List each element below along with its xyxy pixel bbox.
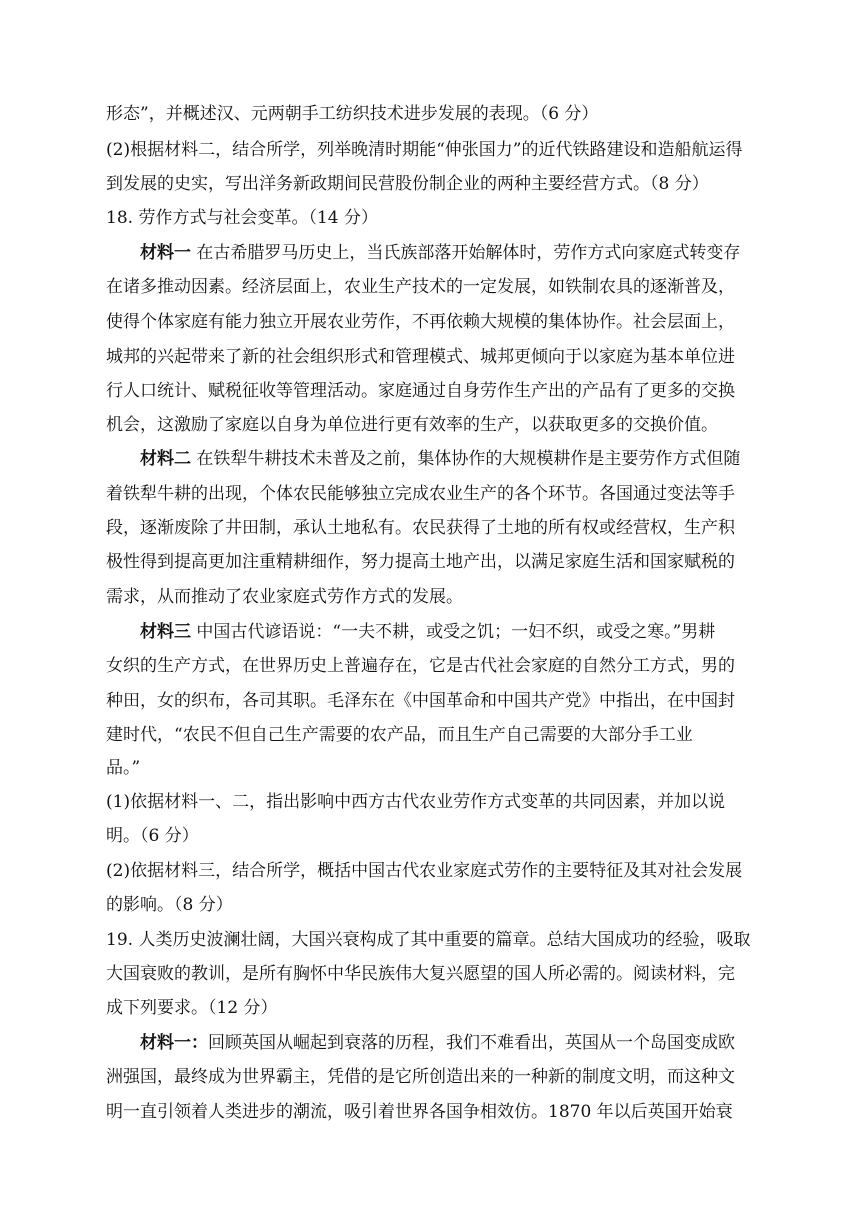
q19-intro-line-3: 成下列要求。（12 分） [106,998,278,1018]
q18-material3-line-3: 种田，女的织布，各司其职。毛泽东在《中国革命和中国共产党》中指出，在中国封 [106,691,735,711]
q18-material2-label: 材料二 [140,449,191,469]
q17-sub1-tail: 形态”，并概述汉、元两朝手工纺织技术进步发展的表现。（6 分） [106,104,599,124]
q18-material2-line-5: 需求，从而推动了农业家庭式劳作方式的发展。 [106,587,463,607]
q18-material3-line-2: 女织的生产方式，在世界历史上普遍存在，它是古代社会家庭的自然分工方式，男的 [106,656,735,676]
q17-sub2-line-1: (2)根据材料二，结合所学，列举晚清时期能“伸张国力”的近代铁路建设和造船航运得 [106,140,743,160]
q18-material1-line-4: 城邦的兴起带来了新的社会组织形式和管理模式、城邦更倾向于以家庭为基本单位进 [106,347,735,367]
q18-title: 18. 劳作方式与社会变革。（14 分） [106,208,378,228]
q19-intro-line-1: 19. 人类历史波澜壮阔，大国兴衰构成了其中重要的篇章。总结大国成功的经验，吸取 [106,930,751,950]
q17-sub2-line-2: 到发展的史实，写出洋务新政期间民营股份制企业的两种主要经营方式。（8 分） [106,174,709,194]
q18-material1-line-6: 机会，这激励了家庭以自身为单位进行更有效率的生产，以获取更多的交换价值。 [106,415,718,435]
q18-material1-line-5: 行人口统计、赋税征收等管理活动。家庭通过自身劳作生产出的产品有了更多的交换 [106,381,735,401]
q18-material2-line-4: 极性得到提高更加注重精耕细作，努力提高土地产出，以满足家庭生活和国家赋税的 [106,552,735,572]
q18-sub2-line-2: 的影响。（8 分） [106,895,233,915]
q18-material2-line-1: 材料二 在铁犁牛耕技术未普及之前，集体协作的大规模耕作是主要劳作方式但随 [140,449,741,469]
q19-material1-line-3: 明一直引领着人类进步的潮流，吸引着世界各国争相效仿。1870 年以后英国开始衰 [106,1102,733,1122]
q18-material3-line-4: 建时代，“农民不但自己生产需要的农产品，而且生产自己需要的大部分手工业 [106,725,693,745]
q18-material1-line-2: 在诸多推动因素。经济层面上，农业生产技术的一定发展，如铁制农具的逐渐普及， [106,277,735,297]
q19-material1-line-1: 材料一：回顾英国从崛起到衰落的历程，我们不难看出，英国从一个岛国变成欧 [140,1033,735,1053]
q19-intro-line-2: 大国衰败的教训，是所有胸怀中华民族伟大复兴愿望的国人所必需的。阅读材料，完 [106,964,735,984]
q18-material3-line-5: 品。” [106,758,141,778]
q18-material1-line-3: 使得个体家庭有能力独立开展农业劳作，不再依赖大规模的集体协作。社会层面上， [106,312,735,332]
q18-material2-line-3: 段，逐渐废除了井田制，承认土地私有。农民获得了土地的所有权或经营权，生产积 [106,518,735,538]
q18-sub1-line-1: (1)依据材料一、二，指出影响中西方古代农业劳作方式变革的共同因素，并加以说 [106,792,726,812]
q18-material3-label: 材料三 [140,622,191,642]
q18-material3-line-1: 材料三 中国古代谚语说：“一夫不耕，或受之饥；一妇不织，或受之寒。”男耕 [140,622,716,642]
q18-sub2-line-1: (2)依据材料三，结合所学，概括中国古代农业家庭式劳作的主要特征及其对社会发展 [106,861,743,881]
q18-material2-line-2: 着铁犁牛耕的出现，个体农民能够独立完成农业生产的各个环节。各国通过变法等手 [106,484,735,504]
q19-material1-line-2: 洲强国，最终成为世界霸主，凭借的是它所创造出来的一种新的制度文明，而这种文 [106,1067,735,1087]
q18-material1-line-1: 材料一 在古希腊罗马历史上，当氏族部落开始解体时，劳作方式向家庭式转变存 [140,243,741,263]
q19-material1-label: 材料一： [140,1033,208,1053]
q18-sub1-line-2: 明。（6 分） [106,826,199,846]
q18-material1-label: 材料一 [140,243,191,263]
